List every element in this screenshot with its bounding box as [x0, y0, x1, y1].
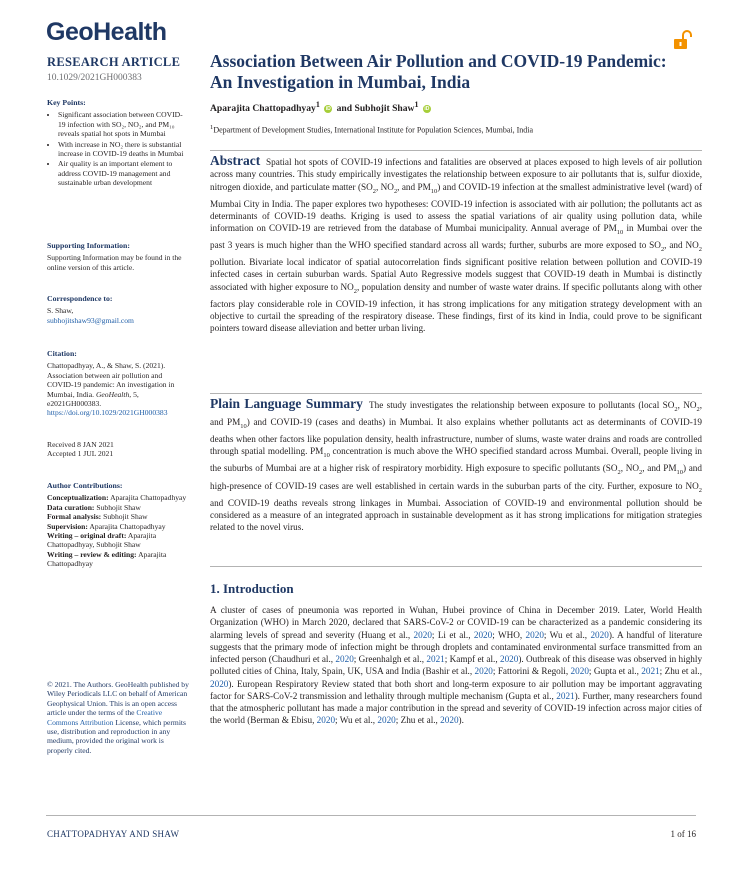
- citation-doi-link[interactable]: https://doi.org/10.1029/2021GH000383: [47, 408, 168, 418]
- key-point: • Air quality is an important element to address COVID-19 management and sustainable urban development: [58, 159, 189, 187]
- abstract-heading: Abstract: [210, 153, 261, 168]
- article-doi: 10.1029/2021GH000383: [47, 73, 142, 83]
- contribution-item: Supervision: Aparajita Chattopadhyay: [47, 521, 166, 531]
- key-points: [47, 98, 189, 189]
- citation-link[interactable]: 2020: [316, 715, 336, 726]
- citation-link[interactable]: 2020: [377, 715, 396, 726]
- orcid-icon[interactable]: iD: [424, 106, 430, 113]
- correspondence-email[interactable]: subhojitshaw93@gmail.com: [47, 315, 134, 325]
- citation-link[interactable]: 2020: [570, 666, 589, 677]
- author-contributions: [47, 481, 189, 569]
- citation-link[interactable]: 2020: [499, 654, 519, 664]
- page-number: 1 of 16: [670, 829, 696, 839]
- citation-link[interactable]: 2021: [556, 690, 575, 701]
- key-point: • Significant association between COVID-19 infection with SO₂, NO₂, and PM₁₀ reveals spatial hot spots in Mumbai: [58, 110, 189, 138]
- article-dates: [47, 440, 189, 459]
- divider: [210, 150, 702, 151]
- citation-link[interactable]: 2020: [473, 629, 493, 640]
- citation-link[interactable]: 2021: [641, 666, 660, 677]
- divider: [210, 393, 702, 394]
- license-link[interactable]: Creative Commons Attribution: [47, 708, 163, 727]
- citation-link[interactable]: 2020: [440, 715, 459, 726]
- journal-name: GeoHealth: [46, 18, 167, 46]
- article-type: RESEARCH ARTICLE: [47, 55, 181, 69]
- abstract: Abstract Spatial hot spots of COVID-19 infections and fatalities are observed at places exposed to high levels of air pollution across many countries. This study empirically investigates the relationship between exposure to air pollutants that is, sulfur dioxide, nitrogen dioxide, and particulate matter ($SO_2$, $NO_2$, and $PM_{10}$) and COVID-19 infection at the smallest administrative level (ward) of Mumbai City in India. The paper explores two hypotheses: COVID-19 infection is associated with air pollution; the pollutants act as determinants of COVID-19 deaths. Kriging is used to assess the spatial variations of air quality using pollution data, while information on COVID-19 are retrieved from the database of Mumbai municipality. Annual average of $PM_{10}$ in Mumbai over the past 3 years is much higher than the WHO specified standard across all wards; further, suburbs are more exposed to $SO_2$, and $NO_2$ pollution. Bivariate local indicator of spatial autocorrelation finds significant positive relation between pollution and COVID-19 infected cases in certain suburban wards. Spatial Auto Regressive models suggest that COVID-19 death in Mumbai is distinctly associated with higher exposure to $NO_2$, population density and number of waste water drains. If specific pollutants along with other factors play considerable role in COVID-19 infection, it has strong implications for any mitigation strategy development with an objective to curtail the spreading of the respiratory disease. These findings, first of its kind in India, could prove to be significant pointers toward disease alleviation and better urban living.: [210, 153, 703, 334]
- correspondence-name: S. Shaw,: [47, 306, 74, 316]
- correspondence: [47, 294, 189, 325]
- citation-link[interactable]: 2020: [590, 629, 609, 640]
- citation-link[interactable]: 2020: [474, 666, 493, 677]
- citation-volume: 5, e2021GH000383.: [47, 389, 139, 409]
- citation-text: Chattopadhyay, A., & Shaw, S. (2021). Association between air pollution and COVID-19 pandemic: An investigation in Mumbai, India.: [47, 361, 175, 399]
- citation-link[interactable]: 2020: [525, 629, 544, 640]
- supporting-info: [47, 241, 189, 272]
- section-heading-introduction: 1. Introduction: [210, 581, 294, 596]
- contribution-item: Formal analysis: Subhojit Shaw: [47, 512, 148, 522]
- supporting-text: Supporting Information may be found in the online version of this article.: [47, 253, 182, 272]
- affiliation: $^1$Department of Development Studies, International Institute for Population Sciences, Mumbai, India: [210, 124, 534, 135]
- contribution-item: Writing – review & editing: Aparajita Chattopadhyay: [47, 549, 167, 569]
- citation-link[interactable]: 2020: [210, 678, 229, 689]
- article-title: Association Between Air Pollution and COVID-19 Pandemic: An Investigation in Mumbai, India: [210, 51, 667, 92]
- citation: [47, 349, 189, 418]
- pls-heading: Plain Language Summary: [210, 396, 363, 411]
- key-point: • With increase in NO₂ there is substantial increase in COVID-19 deaths in Mumbai: [58, 140, 189, 159]
- correspondence-heading: Correspondence to:: [47, 294, 113, 303]
- citation-journal: GeoHealth,: [95, 389, 132, 399]
- license-text-end: License, which permits use, distribution and reproduction in any medium, provided the original work is properly cited.: [47, 717, 187, 755]
- plain-language-summary: Plain Language Summary The study investigates the relationship between exposure to pollutants (local $SO_2$, $NO_2$, and $PM_{10}$) and COVID-19 (cases and deaths) in Mumbai. It also explains whether pollutants act as determinants of COVID-19 deaths when other factors like population density, health infrastructure, number of slums, waste water drains and roads are controlled through spatial modelling. $PM_{10}$ concentration is much above the WHO specified standard across Mumbai. Overall, people living in the suburbs of Mumbai are at a higher risk of respiratory morbidity. High exposure to specific pollutants ($SO_2$, $NO_2$, and $PM_{10}$) and high-presence of COVID-19 cases are well established in certain wards in the suburban parts of the city. Further, exposure to $NO_2$ and COVID-19 deaths reveals strong linkages in Mumbai. Association of COVID-19 and environmental pollution should be considered as a measure of an integrated approach in sustainable development as it has strong implications for mitigation strategies related to the novel virus.: [210, 396, 702, 533]
- contribution-item: Writing – original draft: Aparajita Chattopadhyay, Subhojit Shaw: [47, 531, 157, 550]
- contributions-heading: Author Contributions:: [47, 481, 123, 490]
- citation-link[interactable]: 2020: [413, 629, 432, 640]
- received-date: Received 8 JAN 2021: [47, 440, 114, 449]
- contribution-item: Conceptualization: Aparajita Chattopadhyay: [47, 493, 187, 503]
- orcid-icon[interactable]: iD: [325, 106, 331, 113]
- citation-link[interactable]: 2020: [335, 654, 354, 664]
- author-list: Aparajita Chattopadhyay$^1$ iD and Subhojit Shaw$^1$ iD: [210, 100, 430, 115]
- citation-heading: Citation:: [47, 349, 77, 358]
- introduction-text: A cluster of cases of pneumonia was reported in Wuhan, Hubei province of China in December 2019. Later, World Health Organization (WHO) in March 2020, declared that SARS-CoV-2 or COVID-19 can be characterized as a pandemic considering its alarming levels of spread and severity (Huang et al., 2020; Li et al., 2020; WHO, 2020; Wu et al., 2020). A handful of literature suggests that the primary mode of infection might be through droplets and contaminated environmental surface transmitted from an infected person (Chaudhuri et al., 2020; Greenhalgh et al., 2021; Kampf et al., 2020). Outbreak of this disease was observed in highly polluted cities of China, Italy, Spain, UK, USA and India (Bashir et al., 2020; Fattorini & Regoli, 2020; Gupta et al., 2021; Zhu et al., 2020). European Respiratory Review stated that both short and long-term exposure to air pollution may be important aggravating factor for SARS-CoV-2 transmission and lethality through multiple mechanism (Gupta et al., 2021). Further, many researchers found that the atmospheric pollutant has made a major contribution in the spread and severity of COVID-19 infection across major cities of the world (Berman & Ebisu, 2020; Wu et al., 2020; Zhu et al., 2020).: [210, 605, 703, 726]
- license-text: © 2021. The Authors. GeoHealth published by Wiley Periodicals LLC on behalf of American Geophysical Union. This is an open access article under the terms of the: [47, 680, 189, 718]
- footer-divider: [46, 815, 696, 816]
- author-name[interactable]: Subhojit Shaw: [354, 103, 415, 115]
- key-points-heading: Key Points:: [47, 98, 86, 107]
- supporting-heading: Supporting Information:: [47, 241, 130, 250]
- running-footer-authors: CHATTOPADHYAY AND SHAW: [47, 829, 180, 839]
- divider: [210, 566, 702, 567]
- license-notice: [47, 680, 189, 755]
- author-name[interactable]: Aparajita Chattopadhyay: [210, 103, 316, 115]
- citation-link[interactable]: 2021: [426, 654, 445, 664]
- contribution-item: Data curation: Subhojit Shaw: [47, 502, 141, 512]
- accepted-date: Accepted 1 JUL 2021: [47, 449, 114, 459]
- open-access-lock-icon: [672, 30, 694, 50]
